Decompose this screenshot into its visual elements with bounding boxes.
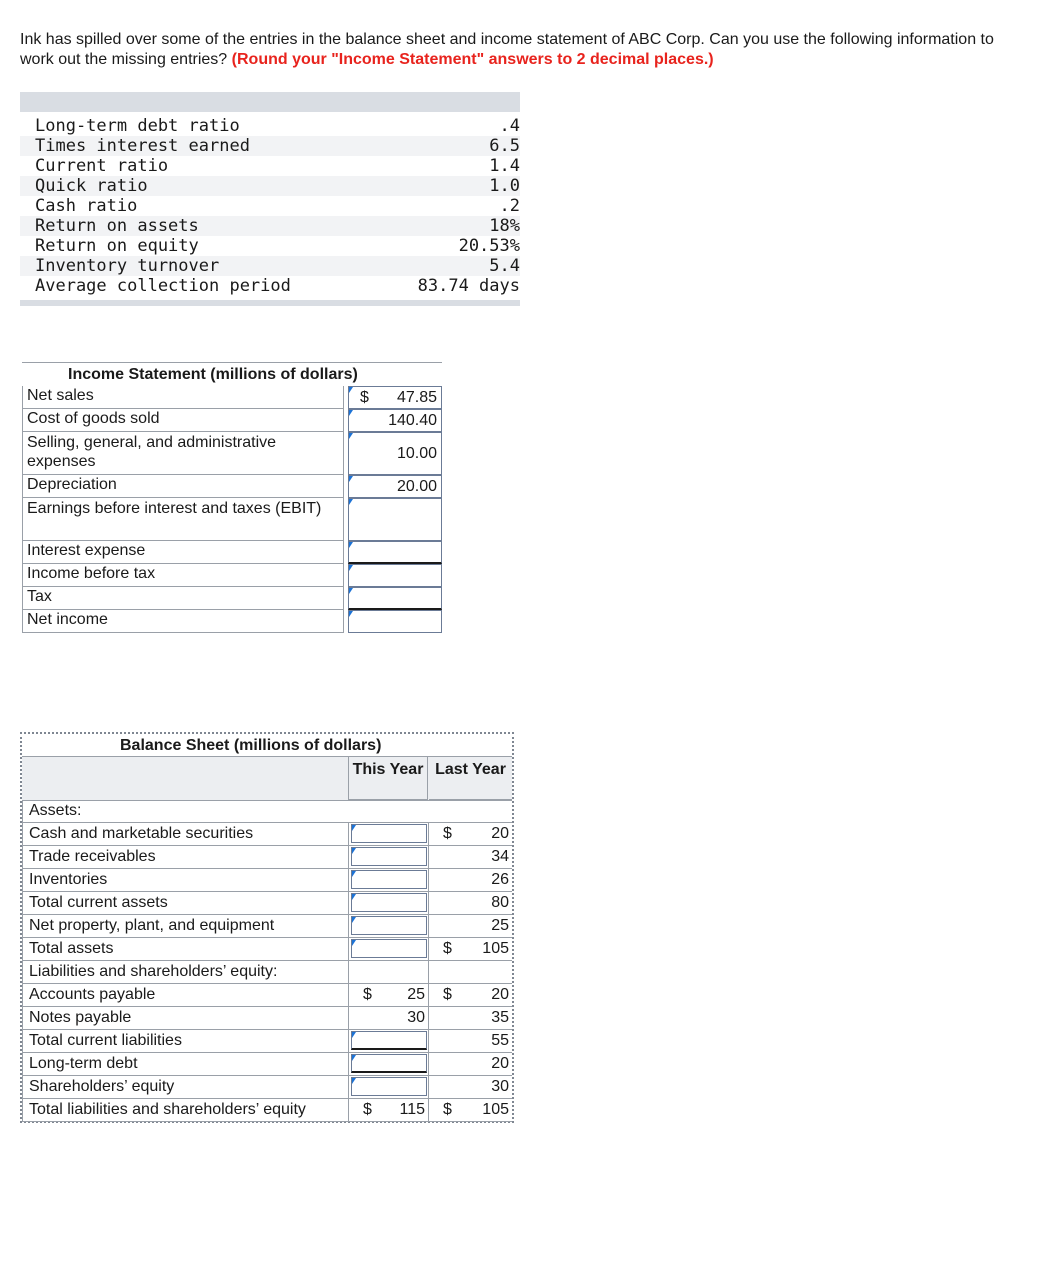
net-sales-input[interactable]: $ 47.85 <box>348 386 442 409</box>
ratio-value: .2 <box>499 196 520 216</box>
income-row-income-before-tax: Income before tax <box>22 564 442 587</box>
ratio-value: 1.4 <box>489 156 520 176</box>
ratio-table <box>20 92 520 306</box>
balance-sheet <box>20 732 514 1123</box>
ratio-label: Current ratio <box>35 156 169 176</box>
income-row-cogs: Cost of goods sold 140.40 <box>22 409 442 432</box>
income-before-tax-input[interactable] <box>348 564 442 587</box>
sga-input[interactable]: 10.00 <box>348 432 442 475</box>
tax-input[interactable] <box>348 587 442 610</box>
ratio-value: .4 <box>499 116 520 136</box>
ratio-value: 5.4 <box>489 256 520 276</box>
ratio-label: Return on assets <box>35 216 199 236</box>
ratio-label: Return on equity <box>35 236 199 256</box>
interest-expense-input[interactable] <box>348 541 442 564</box>
balance-row-accounts-payable: Accounts payable $ 25 $ 20 <box>22 984 512 1007</box>
cogs-input[interactable]: 140.40 <box>348 409 442 432</box>
ratio-label: Quick ratio <box>35 176 148 196</box>
income-row-tax: Tax <box>22 587 442 610</box>
balance-row-total-current-assets: Total current assets 80 <box>22 892 512 915</box>
balance-sheet-header <box>22 756 512 801</box>
balance-sheet-title: Balance Sheet (millions of dollars) <box>120 737 382 754</box>
balance-row-inventories: Inventories 26 <box>22 869 512 892</box>
ratio-value: 18% <box>489 216 520 236</box>
cash-this-year-input[interactable] <box>351 824 427 843</box>
net-income-input[interactable] <box>348 610 442 633</box>
balance-row-long-term-debt: Long-term debt 20 <box>22 1053 512 1076</box>
ratio-label: Average collection period <box>35 276 291 296</box>
col-this-year: This Year <box>348 757 428 800</box>
receivables-this-year-input[interactable] <box>351 847 427 866</box>
ebit-input[interactable] <box>348 498 442 541</box>
ratio-value: 6.5 <box>489 136 520 156</box>
balance-row-cash: Cash and marketable securities $ 20 <box>22 823 512 846</box>
balance-row-notes-payable: Notes payable 30 35 <box>22 1007 512 1030</box>
total-current-assets-this-year-input[interactable] <box>351 893 427 912</box>
income-row-interest: Interest expense <box>22 541 442 564</box>
total-current-liabilities-this-year-input[interactable] <box>351 1031 427 1050</box>
problem-statement <box>20 30 1020 70</box>
ppe-this-year-input[interactable] <box>351 916 427 935</box>
income-statement-title: Income Statement (millions of dollars) <box>22 362 442 387</box>
balance-row-shareholders-equity: Shareholders’ equity 30 <box>22 1076 512 1099</box>
income-row-ebit: Earnings before interest and taxes (EBIT) <box>22 498 442 541</box>
income-row-net-sales: Net sales $ 47.85 <box>22 386 442 409</box>
ratio-value: 20.53% <box>458 236 520 256</box>
depreciation-input[interactable]: 20.00 <box>348 475 442 498</box>
balance-row-liabilities-header: Liabilities and shareholders’ equity: <box>22 961 512 984</box>
long-term-debt-this-year-input[interactable] <box>351 1054 427 1073</box>
col-last-year: Last Year <box>429 757 512 800</box>
rounding-instruction: (Round your "Income Statement" answers to 2 decimal places.) <box>231 51 714 68</box>
ratio-value: 1.0 <box>489 176 520 196</box>
balance-row-total-current-liabilities: Total current liabilities 55 <box>22 1030 512 1053</box>
ratio-label: Times interest earned <box>35 136 250 156</box>
income-row-depreciation: Depreciation 20.00 <box>22 475 442 498</box>
ratio-label: Long-term debt ratio <box>35 116 240 136</box>
total-assets-this-year-input[interactable] <box>351 939 427 958</box>
ratio-label: Inventory turnover <box>35 256 220 276</box>
income-row-net-income: Net income <box>22 610 442 633</box>
problem-text: Ink has spilled over some of the entries in the balance sheet and income statement of ABC Corp. Can you use the following information to work out the missing entries? <box>20 31 994 68</box>
ratio-label: Cash ratio <box>35 196 138 216</box>
balance-row-assets-header: Assets: <box>22 800 512 823</box>
ratio-value: 83.74 days <box>417 276 520 296</box>
income-row-sga: Selling, general, and administrative expenses 10.00 <box>22 432 442 475</box>
shareholders-equity-this-year-input[interactable] <box>351 1077 427 1096</box>
balance-row-total-assets: Total assets $ 105 <box>22 938 512 961</box>
inventories-this-year-input[interactable] <box>351 870 427 889</box>
balance-row-total-liabilities-equity: Total liabilities and shareholders’ equity $ 115 $ 105 <box>22 1099 512 1122</box>
balance-row-ppe: Net property, plant, and equipment 25 <box>22 915 512 938</box>
balance-row-receivables: Trade receivables 34 <box>22 846 512 869</box>
